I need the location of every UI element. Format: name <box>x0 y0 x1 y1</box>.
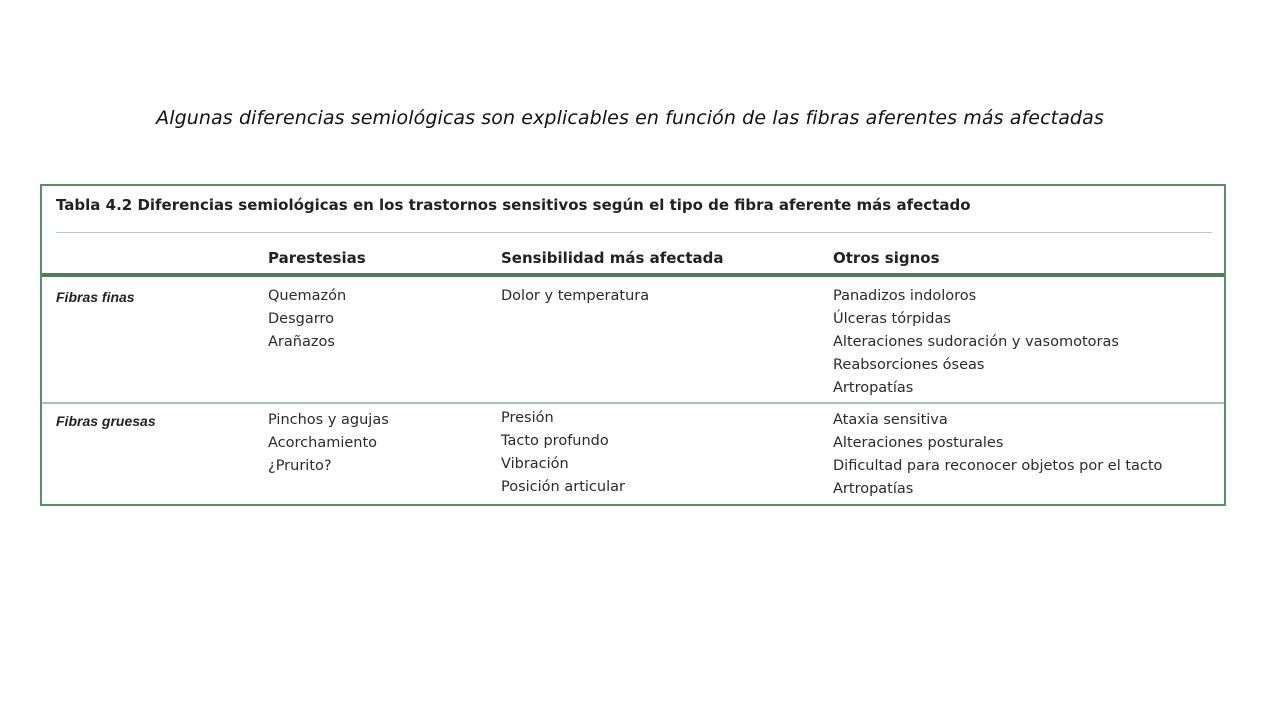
list-item: Vibración <box>501 456 569 472</box>
list-item: Reabsorciones óseas <box>833 357 985 373</box>
list-item: Tacto profundo <box>501 433 609 449</box>
row-divider <box>42 402 1224 404</box>
list-item: Acorchamiento <box>268 435 378 451</box>
list-item: Alteraciones posturales <box>833 435 1004 451</box>
row-label-fibras-finas: Fibras finas <box>56 289 135 305</box>
header-otros-signos: Otros signos <box>833 249 940 267</box>
list-item: Presión <box>501 410 554 426</box>
fibras-gruesas-otros-signos <box>833 409 1162 501</box>
list-item: Dificultad para reconocer objetos por el tacto <box>833 458 1163 474</box>
list-item: Úlceras tórpidas <box>833 311 951 327</box>
fibras-gruesas-parestesias <box>268 409 389 478</box>
list-item: Posición articular <box>501 479 625 495</box>
title-divider <box>56 232 1212 233</box>
list-item: Artropatías <box>833 380 914 396</box>
list-item: Quemazón <box>268 288 347 304</box>
slide-caption: Algunas diferencias semiológicas son explicables en función de las fibras aferentes más afectadas <box>156 107 1104 129</box>
list-item: ¿Prurito? <box>268 458 332 474</box>
list-item: Ataxia sensitiva <box>833 412 948 428</box>
list-item: Desgarro <box>268 311 334 327</box>
list-item: Pinchos y agujas <box>268 412 389 428</box>
list-item: Alteraciones sudoración y vasomotoras <box>833 334 1119 350</box>
list-item: Panadizos indoloros <box>833 288 977 304</box>
fibras-gruesas-sensibilidad <box>501 407 625 499</box>
semiology-table <box>40 184 1226 506</box>
fibras-finas-parestesias <box>268 285 346 354</box>
row-label-fibras-gruesas: Fibras gruesas <box>56 413 156 429</box>
table-title: Tabla 4.2 Diferencias semiológicas en los trastornos sensitivos según el tipo de fibra aferente más afectado <box>56 196 971 214</box>
header-sensibilidad: Sensibilidad más afectada <box>501 249 724 267</box>
list-item: Artropatías <box>833 481 914 497</box>
header-divider <box>42 273 1224 277</box>
fibras-finas-sensibilidad <box>501 285 649 308</box>
list-item: Dolor y temperatura <box>501 288 650 304</box>
list-item: Arañazos <box>268 334 335 350</box>
header-parestesias: Parestesias <box>268 249 366 267</box>
fibras-finas-otros-signos <box>833 285 1119 400</box>
